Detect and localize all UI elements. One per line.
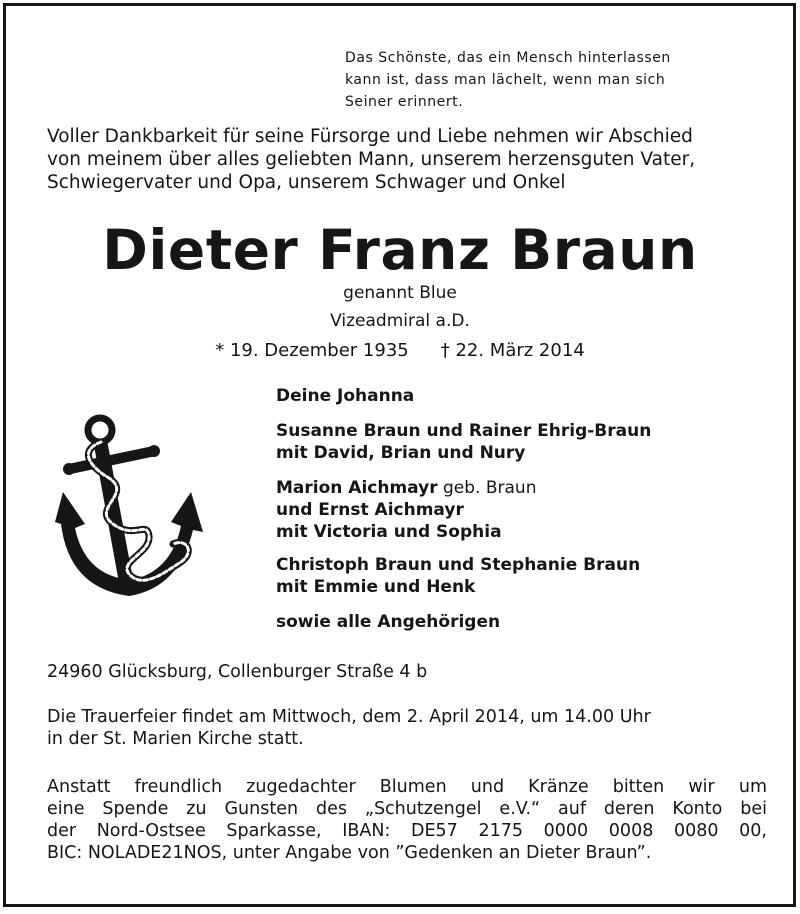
death-date: † 22. März 2014 [440,340,585,361]
ceremony-line: Die Trauerfeier findet am Mittwoch, dem 2. April 2014, um 14.00 Uhr [47,707,651,727]
intro-line: von meinem über alles geliebten Mann, unserem herzensguten Vater, [47,149,696,170]
motto-line: Seiner erinnert. [345,94,464,110]
ceremony-notice [47,706,767,750]
deceased-title: Vizeadmiral a.D. [330,311,470,331]
address: 24960 Glücksburg, Collenburger Straße 4 b [47,662,428,682]
intro-text [47,125,767,194]
mourner-group-marion: Marion Aichmayr geb. Braun und Ernst Aichmayr mit Victoria und Sophia [276,478,537,542]
ceremony-line: in der St. Marien Kirche statt. [47,729,304,749]
anchor-with-rope-icon [55,412,205,604]
donation-line: eine Spende zu Gunsten des „Schutzengel e.V.“ auf deren Konto bei [47,799,767,819]
intro-line: Voller Dankbarkeit für seine Fürsorge und Liebe nehmen wir Abschied [47,126,693,147]
intro-line: Schwiegervater und Opa, unserem Schwager und Onkel [47,172,566,193]
donation-line: der Nord-Ostsee Sparkasse, IBAN: DE57 2175 0000 0008 0080 00, [47,821,767,841]
life-dates [0,340,800,361]
deceased-nickname: genannt Blue [343,283,457,303]
mourner-others: sowie alle Angehörigen [276,612,501,632]
motto-quote [345,47,765,113]
donation-notice [47,776,767,864]
motto-line: kann ist, dass man lächelt, wenn man sich [345,72,666,88]
mourner-wife: Deine Johanna [276,386,415,406]
birth-date: * 19. Dezember 1935 [215,340,409,361]
donation-line: BIC: NOLADE21NOS, unter Angabe von ”Gedenken an Dieter Braun”. [47,843,652,863]
motto-line: Das Schönste, das ein Mensch hinterlassen [345,50,671,66]
mourner-group-susanne: Susanne Braun und Rainer Ehrig-Braun mit David, Brian und Nury [276,421,652,463]
deceased-name: Dieter Franz Braun [102,218,698,282]
donation-line: Anstatt freundlich zugedachter Blumen und Kränze bitten wir um [47,777,767,797]
mourner-group-christoph: Christoph Braun und Stephanie Braun mit Emmie und Henk [276,555,641,597]
